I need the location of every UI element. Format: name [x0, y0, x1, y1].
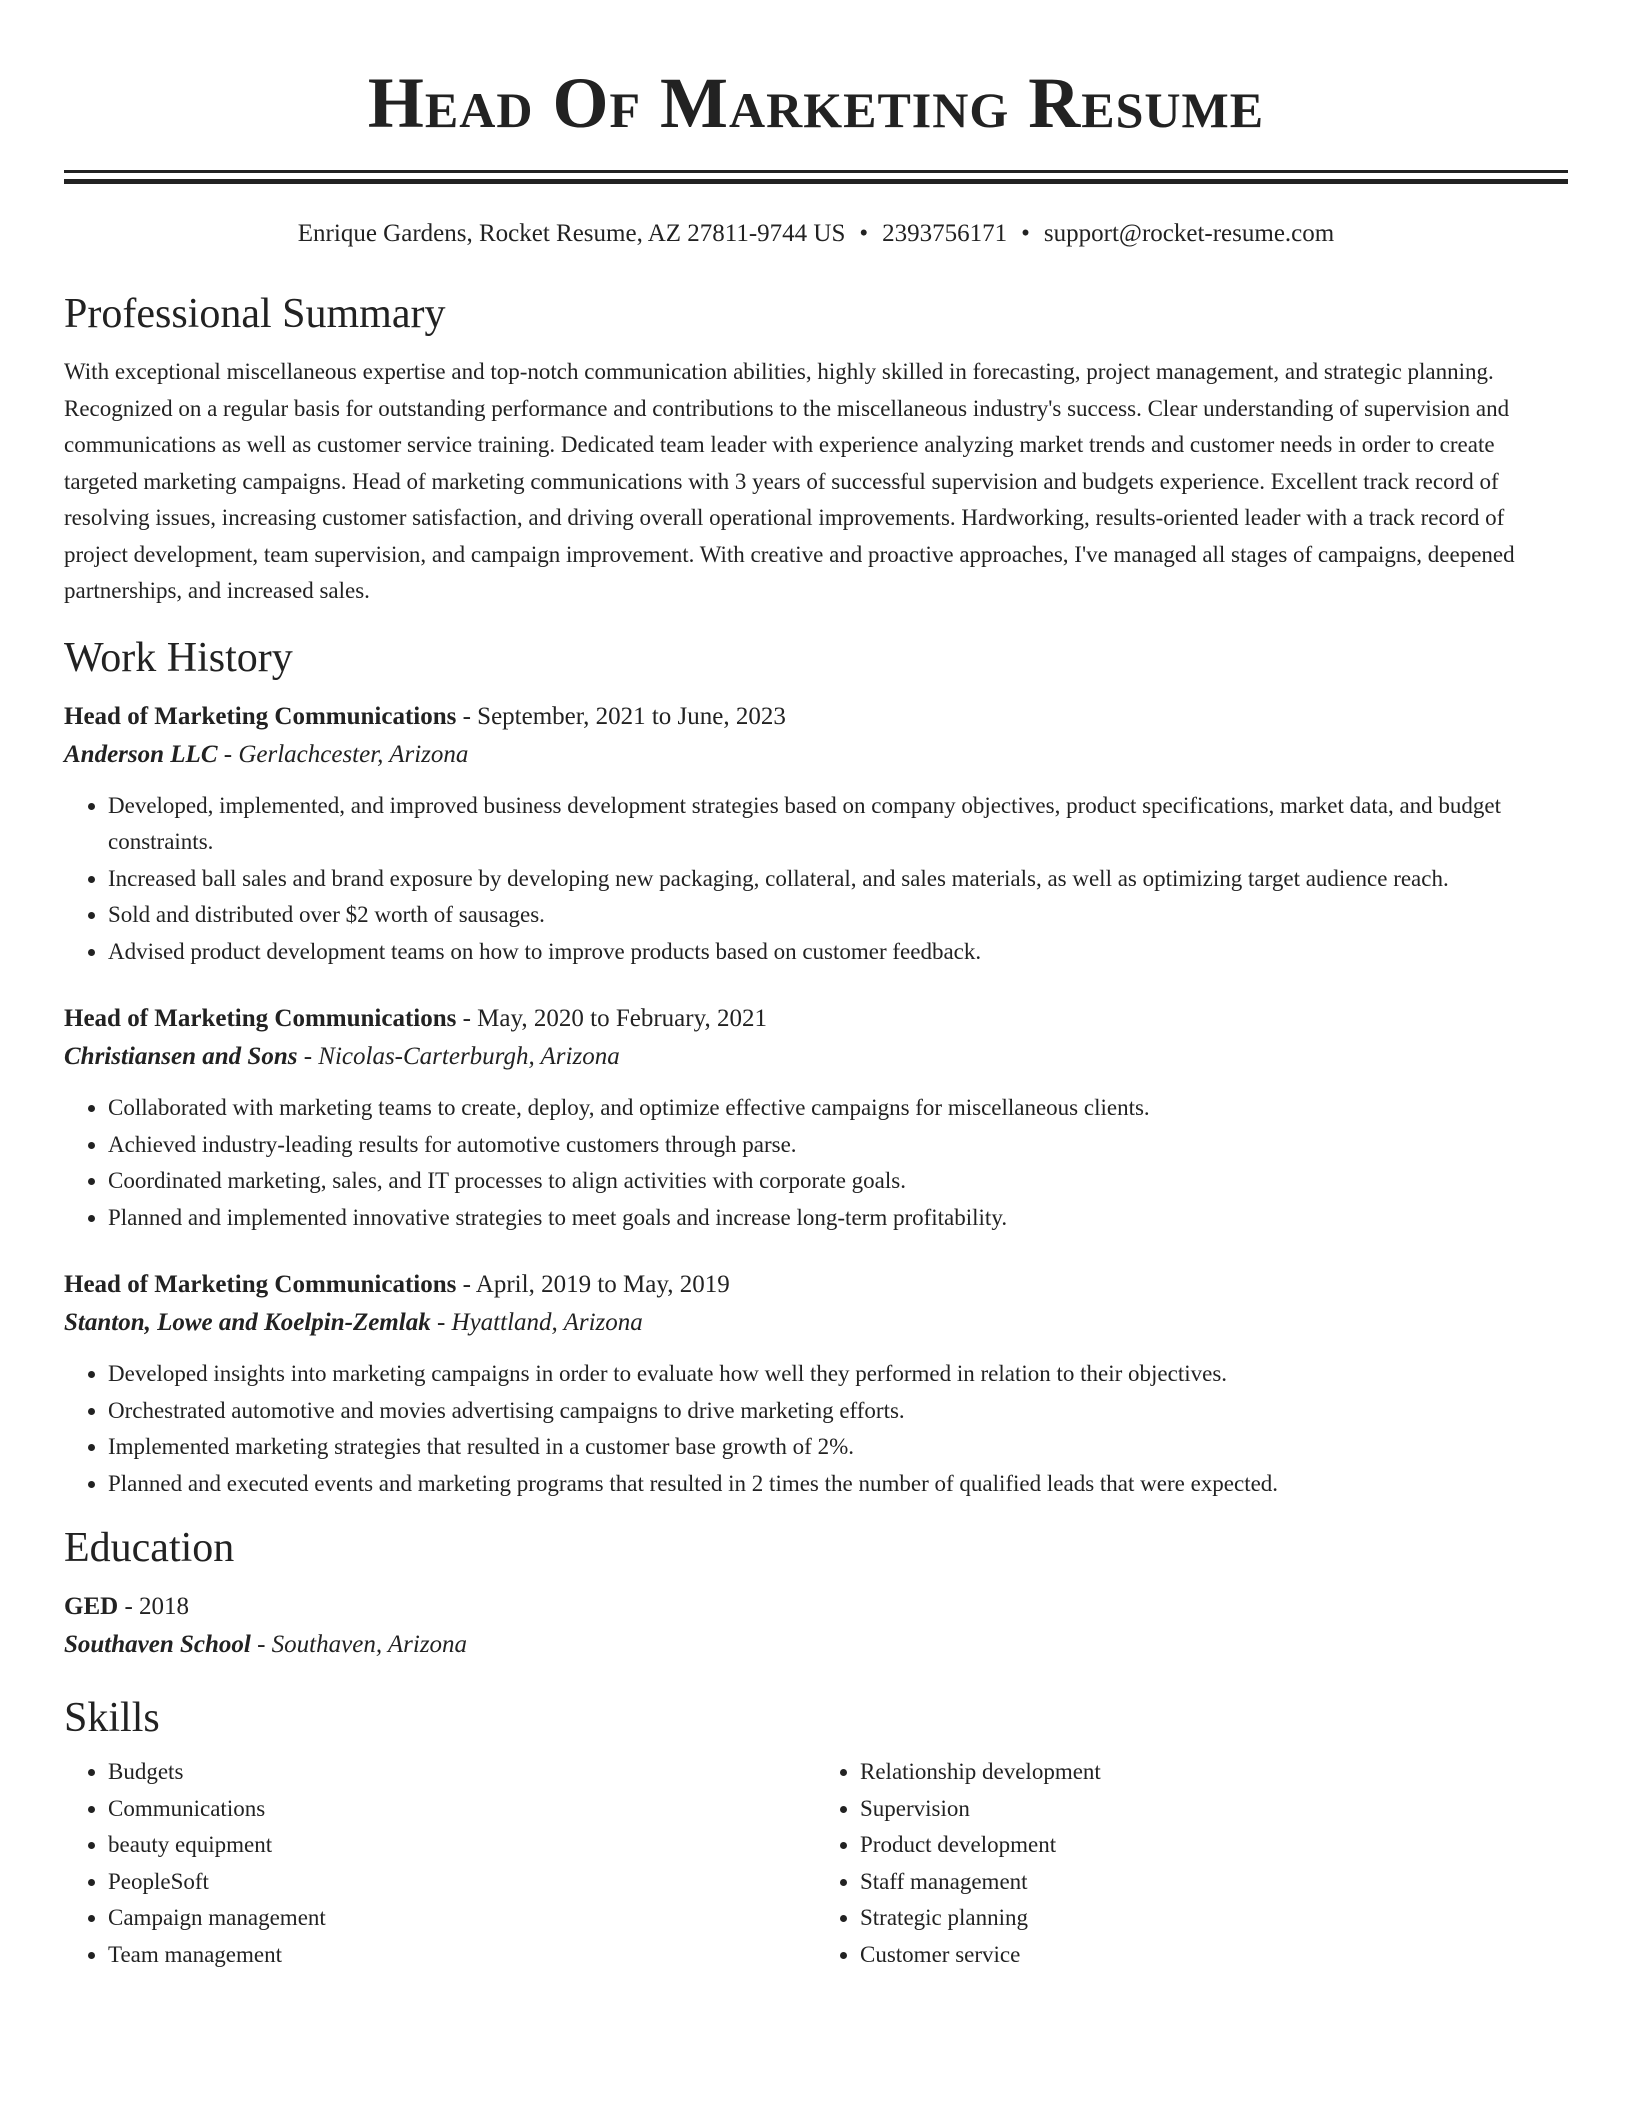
skills-right-list	[816, 1754, 1568, 1973]
education-school-line	[64, 1626, 1568, 1664]
contact-phone: 2393756171	[882, 220, 1008, 247]
skill-item: • Strategic planning	[860, 1900, 1568, 1937]
job-bullets	[64, 1090, 1568, 1236]
skill-item: • PeopleSoft	[108, 1864, 816, 1901]
job-role: Head of Marketing Communications	[64, 702, 457, 730]
skill-item: • Team management	[108, 1937, 816, 1974]
work-history-heading: Work History	[64, 634, 293, 681]
list-item: • Developed insights into marketing campaigns in order to evaluate how well they performed in relation to their objectives.	[108, 1356, 1568, 1393]
skill-item: • Staff management	[860, 1864, 1568, 1901]
skills-heading: Skills	[64, 1695, 160, 1741]
job-role: Head of Marketing Communications	[64, 1005, 457, 1032]
job-company: Christiansen and Sons	[64, 1043, 298, 1070]
list-item: • Planned and implemented innovative strategies to meet goals and increase long-term profitability.	[108, 1200, 1568, 1237]
job-bullets	[64, 788, 1568, 971]
education-entry	[64, 1588, 1568, 1664]
job-company-line	[64, 1038, 1568, 1076]
title-rule-top	[64, 170, 1568, 173]
job-title-line	[64, 1266, 1568, 1304]
education-school: Southaven School	[64, 1631, 251, 1658]
contact-line	[64, 216, 1568, 252]
job-dates: - May, 2020 to February, 2021	[456, 1005, 767, 1032]
summary-text: With exceptional miscellaneous expertise and top-notch communication abilities, highly skilled in forecasting, project management, and strategic planning. Recognized on a regular basis for outstanding performance and contributions to the miscellaneous industry's success. Clear understanding of supervision and communications as well as customer service training. Dedicated team leader with experience analyzing market trends and customer needs in order to create targeted marketing campaigns. Head of marketing communications with 3 years of successful supervision and budgets experience. Excellent track record of resolving issues, increasing customer satisfaction, and driving overall operational improvements. Hardworking, results-oriented leader with a track record of project development, team supervision, and campaign improvement. With creative and proactive approaches, I've managed all stages of campaigns, deepened partnerships, and increased sales.	[64, 359, 1515, 603]
list-item: • Achieved industry-leading results for automotive customers through parse.	[108, 1127, 1568, 1164]
title-rule-bottom	[64, 179, 1568, 184]
list-item: • Implemented marketing strategies that resulted in a customer base growth of 2%.	[108, 1429, 1568, 1466]
contact-address: Enrique Gardens, Rocket Resume, AZ 27811-9744 US	[297, 220, 846, 247]
job-dates: - April, 2019 to May, 2019	[456, 1271, 730, 1298]
job-company-line	[64, 736, 1568, 774]
job-location: - Hyattland, Arizona	[430, 1309, 643, 1336]
skill-item: • Relationship development	[860, 1754, 1568, 1791]
skills-columns	[64, 1754, 1568, 1973]
list-item: • Increased ball sales and brand exposure by developing new packaging, collateral, and sales materials, as well as optimizing target audience reach.	[108, 861, 1568, 898]
skill-item: • Budgets	[108, 1754, 816, 1791]
list-item: • Advised product development teams on how to improve products based on customer feedback.	[108, 934, 1568, 971]
education-year: - 2018	[118, 1593, 190, 1620]
summary-heading: Professional Summary	[64, 291, 446, 337]
job-bullets	[64, 1356, 1568, 1502]
contact-separator: •	[859, 220, 869, 247]
job-location: - Gerlachcester, Arizona	[217, 740, 469, 768]
resume-title: Head Of Marketing Resume	[367, 63, 1265, 143]
job-dates: - September, 2021 to June, 2023	[456, 702, 786, 730]
contact-separator: •	[1021, 220, 1030, 247]
list-item: • Planned and executed events and marketing programs that resulted in 2 times the number of qualified leads that were expected.	[108, 1466, 1568, 1503]
education-degree-line	[64, 1588, 1568, 1626]
skill-item: • beauty equipment	[108, 1827, 816, 1864]
job-company: Anderson LLC	[64, 740, 218, 768]
skill-item: • Supervision	[860, 1791, 1568, 1828]
education-degree: GED	[64, 1593, 119, 1620]
list-item: • Coordinated marketing, sales, and IT processes to align activities with corporate goals.	[108, 1163, 1568, 1200]
skills-left-list	[64, 1754, 816, 1973]
list-item: • Sold and distributed over $2 worth of sausages.	[108, 897, 1568, 934]
skill-item: • Communications	[108, 1791, 816, 1828]
job-title-line	[64, 698, 1568, 736]
list-item: • Collaborated with marketing teams to create, deploy, and optimize effective campaigns for miscellaneous clients.	[108, 1090, 1568, 1127]
job-title-line	[64, 1000, 1568, 1038]
job-location: - Nicolas-Carterburgh, Arizona	[297, 1043, 620, 1070]
education-location: - Southaven, Arizona	[250, 1631, 468, 1658]
list-item: • Developed, implemented, and improved business development strategies based on company objectives, product specifications, market data, and budget constraints.	[108, 788, 1568, 861]
job-company: Stanton, Lowe and Koelpin-Zemlak	[64, 1309, 431, 1336]
job-role: Head of Marketing Communications	[64, 1271, 457, 1298]
job-entry	[64, 1266, 1568, 1502]
skill-item: • Product development	[860, 1827, 1568, 1864]
job-entry	[64, 698, 1568, 971]
job-entry	[64, 1000, 1568, 1236]
job-company-line	[64, 1304, 1568, 1342]
list-item: • Orchestrated automotive and movies advertising campaigns to drive marketing efforts.	[108, 1393, 1568, 1430]
contact-email: support@rocket-resume.com	[1043, 220, 1335, 247]
skill-item: • Customer service	[860, 1937, 1568, 1974]
education-heading: Education	[64, 1525, 235, 1571]
skill-item: • Campaign management	[108, 1900, 816, 1937]
